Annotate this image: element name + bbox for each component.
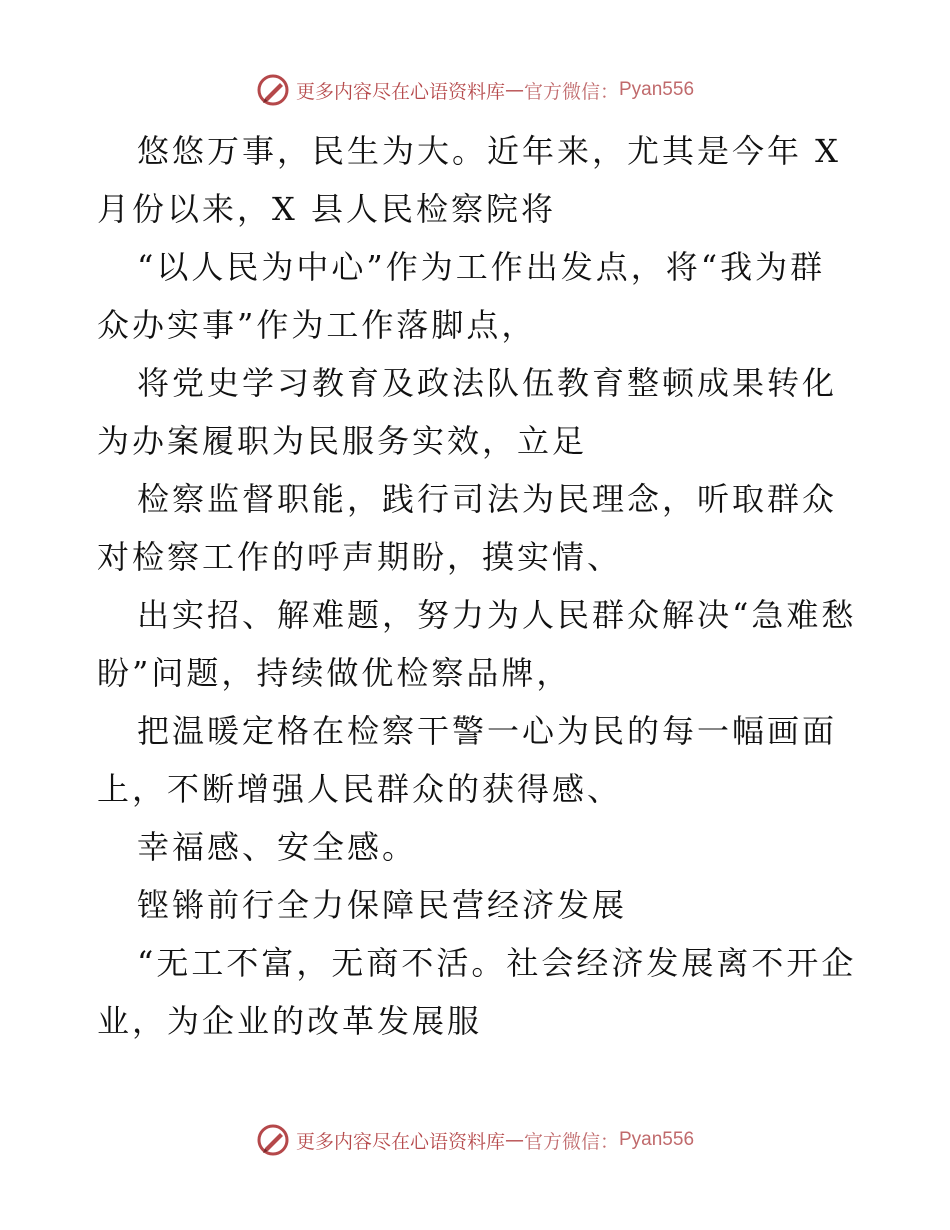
- header-dash: —: [504, 79, 524, 101]
- paragraph: 悠悠万事，民生为大。近年来，尤其是今年 X 月份以来，X 县人民检察院将: [97, 132, 841, 228]
- paragraph: 出实招、解难题，努力为人民群众解决“急难愁盼”问题，持续做优检察品牌，: [97, 596, 857, 692]
- paragraph: “以人民为中心”作为工作出发点，将“我为群众办实事”作为工作落脚点，: [97, 248, 826, 344]
- paragraph: 将党史学习教育及政法队伍教育整顿成果转化为办案履职为民服务实效，立足: [97, 364, 838, 460]
- footer-account: Pyan556: [619, 1129, 695, 1150]
- section-heading: 铿锵前行全力保障民营经济发展: [137, 886, 628, 924]
- header-site-text: 更多内容尽在心语资料库: [295, 80, 505, 103]
- document-body: [97, 122, 857, 1050]
- pen-logo-icon: [256, 1123, 290, 1157]
- header-wechat-label: 官方微信：: [523, 80, 619, 103]
- header-watermark-banner: [0, 70, 950, 110]
- pen-logo-icon: [256, 73, 290, 107]
- footer-wechat-label: 官方微信：: [523, 1130, 619, 1153]
- paragraph: “无工不富，无商不活。社会经济发展离不开企业，为企业的改革发展服: [97, 944, 857, 1040]
- footer-dash: —: [504, 1129, 524, 1151]
- footer-site-text: 更多内容尽在心语资料库: [295, 1130, 505, 1153]
- header-account: Pyan556: [619, 79, 695, 100]
- paragraph: 把温暖定格在检察干警一心为民的每一幅画面上，不断增强人民群众的获得感、: [97, 712, 838, 808]
- paragraph: 幸福感、安全感。: [137, 828, 418, 866]
- paragraph: 检察监督职能，践行司法为民理念，听取群众对检察工作的呼声期盼，摸实情、: [97, 480, 838, 576]
- footer-watermark-banner: [0, 1120, 950, 1160]
